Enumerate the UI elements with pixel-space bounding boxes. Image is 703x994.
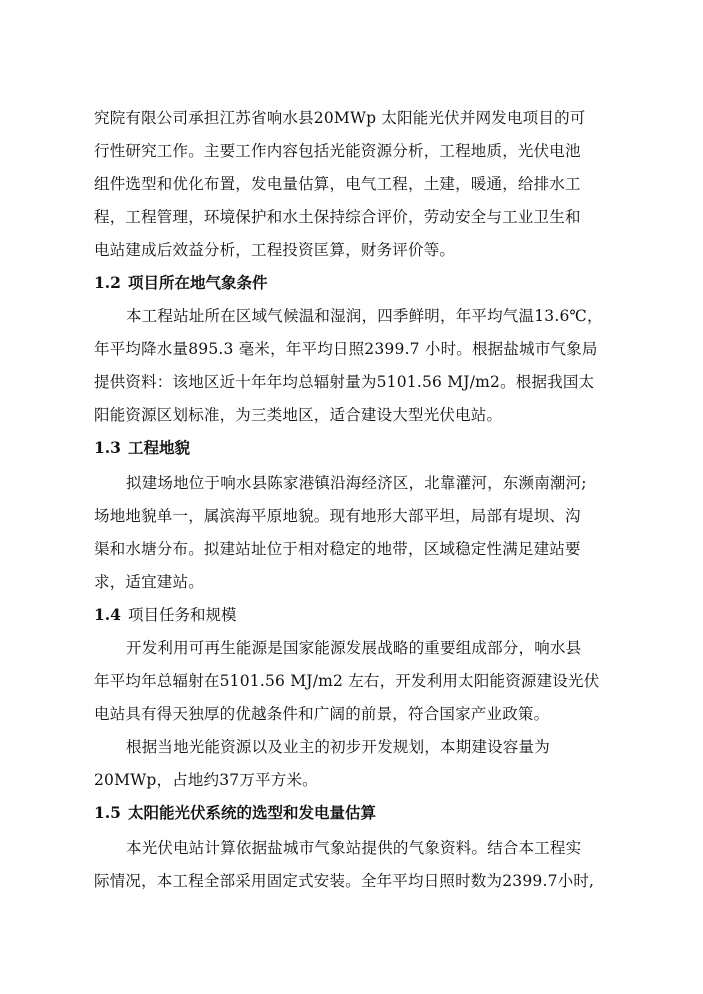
section-title: 工程地貌: [128, 439, 191, 457]
section-1-4-line-3: 电站具有得天独厚的优越条件和广阔的前景，符合国家产业政策。: [94, 705, 550, 723]
section-title: 太阳能光伏系统的选型和发电量估算: [128, 804, 377, 822]
section-number: 1.5: [94, 803, 121, 822]
section-1-4-line-1: 开发利用可再生能源是国家能源发展战略的重要组成部分，响水县: [126, 639, 582, 657]
section-1-5-line-2: 际情况，本工程全部采用固定式安装。全年平均日照时数为2399.7小时,: [94, 872, 595, 890]
section-heading-1-3: [94, 438, 190, 458]
section-1-3-line-4: 求，适宜建站。: [94, 573, 204, 591]
section-number: 1.4: [94, 605, 121, 624]
intro-line-3: 组件选型和优化布置，发电量估算，电气工程，土建，暖通，给排水工: [94, 175, 581, 193]
section-1-3-line-3: 渠和水塘分布。拟建站址位于相对稳定的地带，区域稳定性满足建站要: [94, 540, 581, 558]
intro-line-2: 行性研究工作。主要工作内容包括光能资源分析，工程地质，光伏电池: [94, 142, 581, 160]
section-1-3-line-1: 拟建场地位于响水县陈家港镇沿海经济区，北靠灌河，东濒南潮河;: [126, 474, 587, 492]
intro-line-1: 究院有限公司承担江苏省响水县20MWp 太阳能光伏并网发电项目的可: [94, 109, 586, 127]
section-1-4-line-4: 根据当地光能资源以及业主的初步开发规划，本期建设容量为: [126, 738, 550, 756]
section-1-2-line-3: 提供资料：该地区近十年年均总辐射量为5101.56 MJ/m2。根据我国太: [94, 373, 595, 391]
section-1-5-line-1: 本光伏电站计算依据盐城市气象站提供的气象资料。结合本工程实: [126, 839, 582, 857]
section-heading-1-4: [94, 605, 237, 625]
section-1-2-line-1: 本工程站址所在区域气候温和湿润，四季鲜明，年平均气温13.6℃，: [126, 307, 603, 325]
section-title: 项目任务和规模: [128, 606, 237, 624]
section-title: 项目所在地气象条件: [128, 274, 268, 292]
intro-line-4: 程，工程管理，环境保护和水土保持综合评价，劳动安全与工业卫生和: [94, 208, 581, 226]
section-heading-1-2: [94, 273, 268, 293]
section-1-2-line-4: 阳能资源区划标准，为三类地区，适合建设大型光伏电站。: [94, 406, 503, 424]
section-1-4-line-5: 20MWp，占地约37万平方米。: [94, 771, 318, 789]
section-number: 1.3: [94, 438, 121, 457]
section-1-3-line-2: 场地地貌单一，属滨海平原地貌。现有地形大部平坦，局部有堤坝、沟: [94, 507, 581, 525]
section-heading-1-5: [94, 803, 376, 823]
section-1-2-line-2: 年平均降水量895.3 毫米，年平均日照2399.7 小时。根据盐城市气象局: [94, 340, 598, 358]
section-1-4-line-2: 年平均年总辐射在5101.56 MJ/m2 左右，开发利用太阳能资源建设光伏: [94, 672, 600, 690]
section-number: 1.2: [94, 273, 121, 292]
intro-line-5: 电站建成后效益分析，工程投资匡算，财务评价等。: [94, 241, 456, 259]
